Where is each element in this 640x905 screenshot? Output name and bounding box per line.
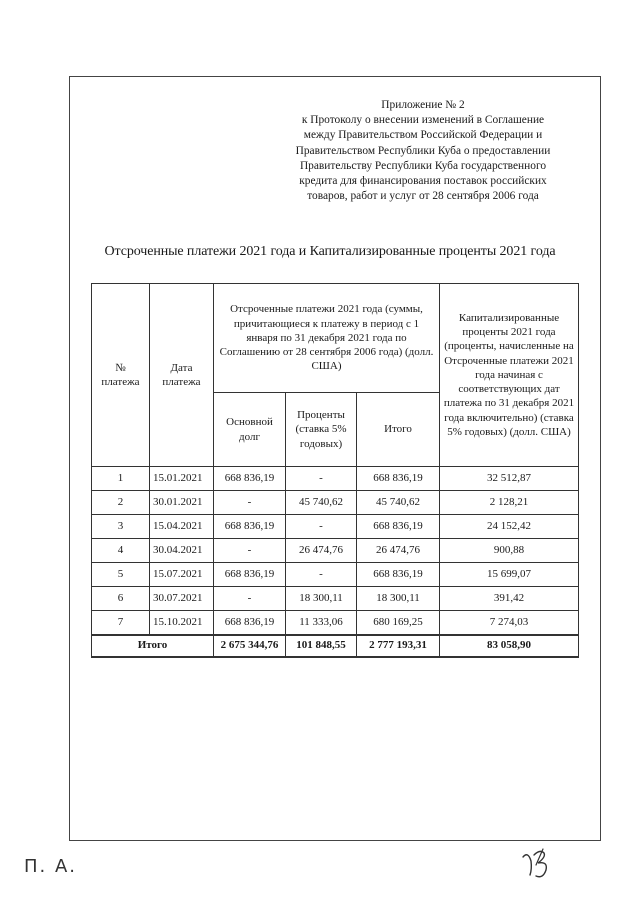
- cell-interest: 18 300,11: [286, 587, 357, 611]
- cell-capitalized: 391,42: [440, 587, 579, 611]
- cell-num: 4: [92, 539, 150, 563]
- cell-interest: -: [286, 467, 357, 491]
- annex-title: Приложение № 2: [381, 99, 465, 111]
- cell-date: 15.01.2021: [150, 467, 214, 491]
- cell-date: 30.04.2021: [150, 539, 214, 563]
- totals-label: Итого: [92, 635, 214, 657]
- header-subtotal: Итого: [357, 393, 440, 467]
- cell-interest: -: [286, 563, 357, 587]
- cell-total: 668 836,19: [357, 563, 440, 587]
- totals-interest: 101 848,55: [286, 635, 357, 657]
- table-row: [92, 563, 579, 587]
- cell-date: 15.10.2021: [150, 611, 214, 635]
- cell-principal: 668 836,19: [214, 563, 286, 587]
- document-title: Отсроченные платежи 2021 года и Капитализированные проценты 2021 года: [104, 244, 556, 259]
- cell-capitalized: 7 274,03: [440, 611, 579, 635]
- cell-num: 3: [92, 515, 150, 539]
- cell-total: 45 740,62: [357, 491, 440, 515]
- table-row: [92, 611, 579, 635]
- cell-capitalized: 24 152,42: [440, 515, 579, 539]
- header-deferred-group: Отсроченные платежи 2021 года (суммы, причитающиеся к платежу в период с 1 января по 31 декабря 2021 года по Соглашению от 28 сентября 2006 года) (долл. США): [214, 284, 440, 393]
- cell-capitalized: 900,88: [440, 539, 579, 563]
- annex-body: к Протоколу о внесении изменений в Соглашение между Правительством Российской Федерации и Правительством Республики Куба о предоставлении Правительству Республики Куба государственного кредита для финансирования поставок российских товаров, работ и услуг от 28 сентября 2006 года: [295, 114, 551, 203]
- cell-principal: -: [214, 539, 286, 563]
- table-row: [92, 515, 579, 539]
- cell-principal: 668 836,19: [214, 467, 286, 491]
- cell-interest: 45 740,62: [286, 491, 357, 515]
- cell-num: 2: [92, 491, 150, 515]
- header-date: Дата платежа: [150, 284, 214, 467]
- cell-principal: 668 836,19: [214, 611, 286, 635]
- cell-date: 15.07.2021: [150, 563, 214, 587]
- table-row: [92, 467, 579, 491]
- header-principal: Основной долг: [214, 393, 286, 467]
- cell-capitalized: 32 512,87: [440, 467, 579, 491]
- cell-total: 668 836,19: [357, 515, 440, 539]
- payments-table: [91, 283, 579, 658]
- cell-principal: -: [214, 587, 286, 611]
- cell-capitalized: 2 128,21: [440, 491, 579, 515]
- totals-principal: 2 675 344,76: [214, 635, 286, 657]
- header-capitalized: Капитализированные проценты 2021 года (проценты, начисленные на Отсроченные платежи 2021 года начиная с соответствующих дат платежа по 31 декабря 2021 года включительно) (ставка 5% годовых) (долл. США): [440, 284, 579, 467]
- cell-total: 668 836,19: [357, 467, 440, 491]
- annex-header: [289, 98, 557, 204]
- cell-date: 30.01.2021: [150, 491, 214, 515]
- cell-capitalized: 15 699,07: [440, 563, 579, 587]
- cell-num: 7: [92, 611, 150, 635]
- table-row: [92, 491, 579, 515]
- handwritten-initials: П. А.: [24, 856, 78, 877]
- header-num: № платежа: [92, 284, 150, 467]
- table-row: [92, 539, 579, 563]
- cell-date: 30.07.2021: [150, 587, 214, 611]
- totals-total: 2 777 193,31: [357, 635, 440, 657]
- cell-total: 26 474,76: [357, 539, 440, 563]
- totals-capitalized: 83 058,90: [440, 635, 579, 657]
- cell-num: 5: [92, 563, 150, 587]
- cell-interest: 26 474,76: [286, 539, 357, 563]
- cell-date: 15.04.2021: [150, 515, 214, 539]
- cell-principal: 668 836,19: [214, 515, 286, 539]
- cell-interest: -: [286, 515, 357, 539]
- cell-principal: -: [214, 491, 286, 515]
- cell-interest: 11 333,06: [286, 611, 357, 635]
- header-interest: Проценты (ставка 5% годовых): [286, 393, 357, 467]
- cell-total: 18 300,11: [357, 587, 440, 611]
- cell-num: 6: [92, 587, 150, 611]
- handwritten-signature-mark: [520, 843, 560, 883]
- table-row: [92, 587, 579, 611]
- cell-total: 680 169,25: [357, 611, 440, 635]
- totals-row: [92, 635, 579, 657]
- cell-num: 1: [92, 467, 150, 491]
